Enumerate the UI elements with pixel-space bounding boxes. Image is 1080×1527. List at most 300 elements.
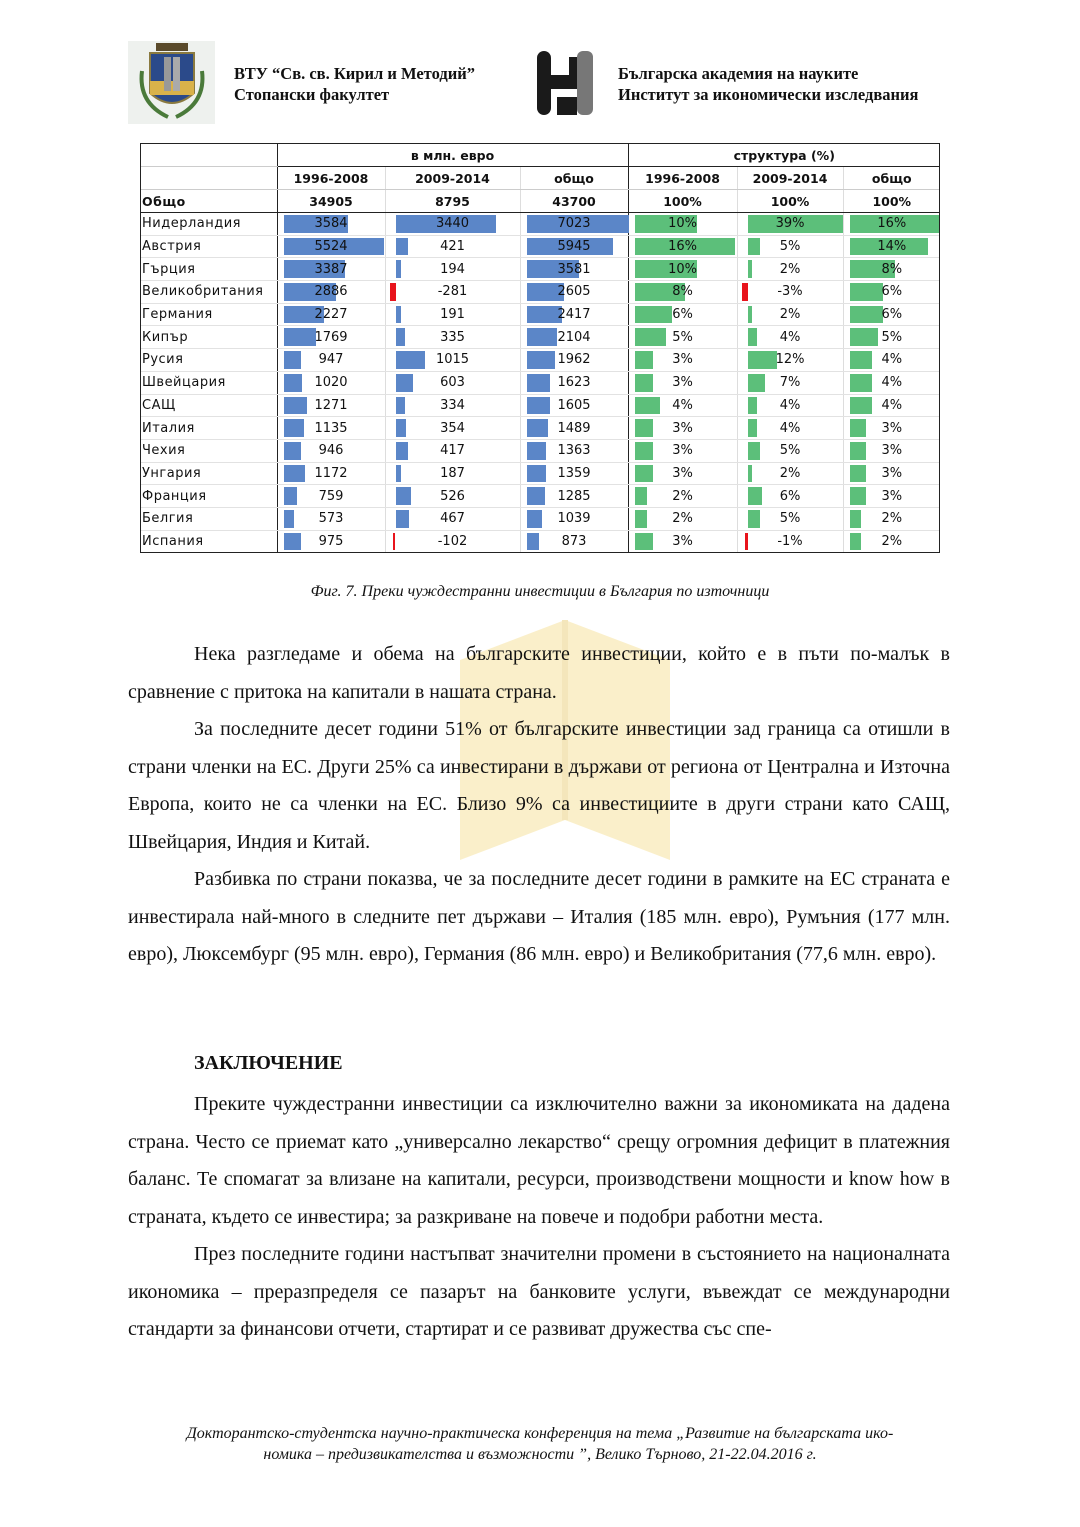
pct-value: 7% — [779, 375, 801, 391]
pct-value: 3% — [672, 375, 693, 391]
pct-cell — [737, 439, 843, 462]
pct-value: 10% — [668, 261, 697, 277]
data-bar — [284, 465, 305, 483]
table-row — [140, 394, 940, 417]
group-header-values: в млн. евро — [277, 144, 628, 167]
pct-cell — [737, 485, 843, 508]
value-cell — [385, 258, 520, 281]
value: 5524 — [314, 239, 348, 255]
data-bar — [527, 487, 546, 505]
country-label: Италия — [140, 417, 277, 440]
value: 2227 — [314, 307, 348, 323]
data-bar — [748, 487, 763, 505]
faculty-line: Стопански факултет — [234, 85, 390, 104]
country-label: Унгария — [140, 462, 277, 485]
pct-cell — [843, 235, 940, 258]
data-bar — [635, 328, 666, 346]
pct-value: 12% — [775, 352, 805, 368]
value-cell — [277, 394, 385, 417]
data-bar — [748, 419, 758, 437]
table-row — [140, 235, 940, 258]
value: 1285 — [557, 488, 591, 504]
data-bar — [850, 351, 873, 369]
value: 1769 — [314, 329, 348, 345]
university-line: ВТУ “Св. св. Кирил и Методий” — [234, 64, 475, 83]
pct-cell — [843, 303, 940, 326]
data-bar — [635, 306, 673, 324]
data-bar — [527, 442, 547, 460]
data-bar — [748, 442, 760, 460]
pct-value: 39% — [775, 216, 805, 232]
total-cell: 100% — [628, 190, 737, 213]
data-bar — [850, 283, 884, 301]
pct-value: 8% — [672, 284, 693, 300]
country-label: Швейцария — [140, 371, 277, 394]
table-row — [140, 281, 940, 304]
value: 1605 — [557, 397, 591, 413]
conclusion-heading: ЗАКЛЮЧЕНИЕ — [194, 1052, 343, 1074]
pct-value: 3% — [881, 443, 903, 459]
pct-value: 3% — [881, 420, 903, 436]
data-bar — [284, 487, 298, 505]
pct-cell — [843, 281, 940, 304]
pct-value: 2% — [672, 511, 693, 527]
value: 187 — [440, 465, 465, 481]
country-label: Нидерландия — [140, 213, 277, 236]
pct-value: -1% — [777, 533, 803, 549]
pct-cell — [737, 394, 843, 417]
pct-value: 5% — [881, 329, 903, 345]
value-cell — [520, 417, 628, 440]
value-cell — [277, 349, 385, 372]
value-cell — [520, 371, 628, 394]
total-label: Общо — [140, 190, 277, 213]
pct-cell — [737, 258, 843, 281]
value-cell — [520, 485, 628, 508]
value-cell — [277, 371, 385, 394]
institute-line: Институт за икономически изследвания — [618, 85, 919, 104]
value-cell — [385, 394, 520, 417]
data-bar — [527, 465, 547, 483]
pct-cell — [628, 258, 737, 281]
pct-cell — [628, 326, 737, 349]
group-header-structure: структура (%) — [628, 144, 940, 167]
value-cell — [385, 530, 520, 553]
negative-data-bar — [745, 533, 747, 551]
total-cell: 100% — [737, 190, 843, 213]
data-bar — [527, 397, 550, 415]
value: 3387 — [314, 261, 348, 277]
data-bar — [850, 397, 873, 415]
column-header: 1996-2008 — [628, 167, 737, 190]
data-bar — [284, 442, 301, 460]
data-bar — [396, 374, 414, 392]
value: 194 — [440, 261, 465, 277]
table-row — [140, 462, 940, 485]
pct-cell — [843, 326, 940, 349]
value-cell — [385, 326, 520, 349]
pct-value: -3% — [777, 284, 803, 300]
pct-cell — [737, 281, 843, 304]
value: 1020 — [314, 375, 348, 391]
data-bar — [527, 374, 551, 392]
data-bar — [396, 487, 411, 505]
country-label: Великобритания — [140, 281, 277, 304]
data-bar — [635, 374, 654, 392]
value-cell — [277, 417, 385, 440]
pct-cell — [737, 462, 843, 485]
value: 1135 — [314, 420, 348, 436]
value: 7023 — [557, 216, 591, 232]
value: 1359 — [557, 465, 591, 481]
column-header: 2009-2014 — [737, 167, 843, 190]
pct-value: 2% — [881, 533, 903, 549]
value: 1039 — [557, 511, 591, 527]
pct-value: 3% — [672, 533, 693, 549]
pct-value: 4% — [881, 375, 903, 391]
negative-data-bar — [393, 533, 396, 551]
value-cell — [277, 507, 385, 530]
value-cell — [277, 485, 385, 508]
pct-cell — [628, 507, 737, 530]
value-cell — [520, 394, 628, 417]
paragraph: Нека разгледаме и обема на българските инвестиции, който е в пъти по-малък в сравнение с притока на капитали в нашата страна. — [128, 643, 950, 703]
data-bar — [527, 351, 555, 369]
pct-cell — [628, 485, 737, 508]
table-row — [140, 530, 940, 553]
data-bar — [850, 374, 873, 392]
value-cell — [385, 281, 520, 304]
value: -281 — [437, 284, 468, 300]
value: -102 — [437, 533, 468, 549]
data-bar — [284, 351, 301, 369]
data-bar — [396, 238, 408, 256]
value: 946 — [318, 443, 344, 459]
data-bar — [635, 533, 654, 551]
pct-value: 3% — [672, 465, 693, 481]
pct-value: 16% — [668, 239, 697, 255]
value: 1489 — [557, 420, 591, 436]
data-bar — [748, 510, 760, 528]
data-bar — [850, 533, 861, 551]
country-label: Чехия — [140, 439, 277, 462]
table-row — [140, 507, 940, 530]
pct-cell — [737, 417, 843, 440]
value: 2886 — [314, 284, 348, 300]
value: 873 — [561, 533, 587, 549]
data-bar — [850, 419, 867, 437]
value-cell — [277, 326, 385, 349]
data-bar — [748, 351, 777, 369]
pct-cell — [737, 349, 843, 372]
value-cell — [520, 213, 628, 236]
value-cell — [277, 462, 385, 485]
value-cell — [385, 213, 520, 236]
pct-cell — [843, 213, 940, 236]
value-cell — [520, 462, 628, 485]
fdi-table — [140, 143, 940, 553]
data-bar — [635, 419, 654, 437]
paragraph: За последните десет години 51% от българските инвестиции зад граница са отишли в страни членки на ЕС. Други 25% са инвестирани в държави от региона от Централна и Източна Европа, които не са членки на ЕС. Близо 9% са инвестициите в други страни като САЩ, Швейцария, Индия и Китай. — [128, 718, 950, 853]
pct-cell — [737, 326, 843, 349]
data-bar — [635, 510, 648, 528]
table-row — [140, 417, 940, 440]
data-bar — [635, 487, 648, 505]
value-cell — [520, 349, 628, 372]
data-bar — [396, 306, 402, 324]
data-bar — [527, 328, 558, 346]
pct-cell — [843, 507, 940, 530]
pct-value: 4% — [779, 397, 801, 413]
pct-value: 5% — [779, 443, 801, 459]
pct-cell — [843, 371, 940, 394]
value-cell — [277, 258, 385, 281]
value-cell — [277, 281, 385, 304]
data-bar — [748, 465, 753, 483]
negative-data-bar — [742, 283, 748, 301]
institute-logo — [537, 49, 595, 117]
table-row — [140, 485, 940, 508]
pct-value: 4% — [881, 397, 903, 413]
pct-value: 2% — [881, 511, 903, 527]
pct-value: 2% — [779, 465, 801, 481]
university-crest-logo — [128, 41, 215, 124]
country-label: Австрия — [140, 235, 277, 258]
pct-value: 3% — [672, 443, 693, 459]
paragraph: Разбивка по страни показва, че за последните десет години в рамките на ЕС страната е инвестирала най-много в следните пет държави – Италия (185 млн. евро), Румъния (177 млн. евро), Люксембург (95 млн. евро), Германия (86 млн. евро) и Великобритания (77,6 млн. евро). — [128, 868, 950, 965]
pct-cell — [737, 303, 843, 326]
value-cell — [277, 235, 385, 258]
pct-cell — [843, 462, 940, 485]
country-label: Испания — [140, 530, 277, 553]
data-bar — [850, 306, 884, 324]
value: 603 — [440, 375, 465, 391]
country-label: Кипър — [140, 326, 277, 349]
table-row — [140, 326, 940, 349]
pct-value: 2% — [779, 261, 801, 277]
value-cell — [385, 485, 520, 508]
data-bar — [396, 419, 406, 437]
data-bar — [284, 419, 305, 437]
value: 526 — [440, 488, 465, 504]
value-cell — [520, 530, 628, 553]
pct-value: 6% — [881, 307, 903, 323]
value: 1172 — [314, 465, 348, 481]
data-bar — [748, 374, 765, 392]
pct-value: 6% — [672, 307, 693, 323]
column-header: общо — [843, 167, 940, 190]
pct-value: 3% — [881, 488, 903, 504]
pct-value: 6% — [881, 284, 903, 300]
data-bar — [748, 328, 758, 346]
pct-value: 2% — [672, 488, 693, 504]
data-bar — [396, 351, 426, 369]
value: 5945 — [557, 239, 591, 255]
total-cell: 100% — [843, 190, 940, 213]
data-bar — [284, 328, 316, 346]
pct-value: 8% — [881, 261, 903, 277]
pct-value: 4% — [672, 397, 693, 413]
data-bar — [396, 260, 402, 278]
country-label: Франция — [140, 485, 277, 508]
value: 354 — [440, 420, 465, 436]
table-row — [140, 349, 940, 372]
total-row — [140, 190, 940, 213]
pct-cell — [737, 235, 843, 258]
pct-cell — [843, 530, 940, 553]
value: 3584 — [314, 216, 348, 232]
pct-cell — [628, 530, 737, 553]
value-cell — [520, 507, 628, 530]
pct-value: 3% — [881, 465, 903, 481]
data-bar — [748, 260, 753, 278]
pct-cell — [843, 439, 940, 462]
value-cell — [385, 371, 520, 394]
value: 1015 — [435, 352, 470, 368]
pct-cell — [628, 281, 737, 304]
pct-cell — [843, 394, 940, 417]
value-cell — [520, 258, 628, 281]
pct-cell — [628, 462, 737, 485]
data-bar — [396, 465, 401, 483]
country-label: САЩ — [140, 394, 277, 417]
pct-value: 6% — [779, 488, 801, 504]
value-cell — [520, 326, 628, 349]
value-cell — [277, 530, 385, 553]
value: 759 — [318, 488, 344, 504]
value-cell — [385, 303, 520, 326]
data-bar — [284, 510, 294, 528]
footer-line: номика – предизвикателства и възможности ”, Велико Търново, 21-22.04.2016 г. — [263, 1446, 817, 1463]
table-row — [140, 439, 940, 462]
value: 421 — [440, 239, 465, 255]
column-header: 1996-2008 — [277, 167, 385, 190]
value-cell — [277, 439, 385, 462]
value-cell — [520, 235, 628, 258]
pct-value: 3% — [672, 352, 693, 368]
data-bar — [635, 351, 654, 369]
pct-value: 14% — [877, 239, 907, 255]
total-cell: 43700 — [520, 190, 628, 213]
figure-caption: Фиг. 7. Преки чуждестранни инвестиции в България по източници — [310, 583, 770, 600]
value: 334 — [440, 397, 465, 413]
university-name — [234, 63, 475, 105]
data-bar — [850, 465, 867, 483]
pct-value: 3% — [672, 420, 693, 436]
pct-cell — [737, 371, 843, 394]
column-header: 2009-2014 — [385, 167, 520, 190]
value: 335 — [440, 329, 465, 345]
pct-value: 2% — [779, 307, 801, 323]
country-label: Германия — [140, 303, 277, 326]
value-cell — [277, 303, 385, 326]
pct-value: 16% — [877, 216, 907, 232]
pct-value: 4% — [779, 329, 801, 345]
value: 1271 — [314, 397, 348, 413]
body-text — [128, 636, 950, 974]
data-bar — [396, 397, 406, 415]
value: 947 — [318, 352, 344, 368]
country-label: Белгия — [140, 507, 277, 530]
country-label: Русия — [140, 349, 277, 372]
academy-line: Българска академия на науките — [618, 64, 859, 83]
value-cell — [385, 235, 520, 258]
total-cell: 8795 — [385, 190, 520, 213]
pct-cell — [628, 303, 737, 326]
value: 1623 — [557, 375, 591, 391]
pct-value: 4% — [881, 352, 903, 368]
pct-value: 10% — [668, 216, 697, 232]
pct-cell — [737, 507, 843, 530]
value: 573 — [318, 511, 344, 527]
pct-cell — [628, 371, 737, 394]
value: 3581 — [557, 261, 591, 277]
value: 1363 — [557, 443, 591, 459]
pct-value: 5% — [779, 511, 801, 527]
value-cell — [520, 303, 628, 326]
data-bar — [850, 487, 867, 505]
pct-cell — [628, 394, 737, 417]
data-bar — [284, 397, 307, 415]
footer-line: Докторантско-студентска научно-практическа конференция на тема „Развитие на българската ико- — [186, 1425, 894, 1442]
data-bar — [850, 510, 861, 528]
pct-cell — [737, 213, 843, 236]
value-cell — [385, 439, 520, 462]
table-row — [140, 303, 940, 326]
data-bar — [850, 442, 867, 460]
pct-value: 5% — [672, 329, 693, 345]
data-bar — [748, 397, 758, 415]
value-cell — [385, 417, 520, 440]
data-bar — [284, 374, 302, 392]
pct-cell — [843, 349, 940, 372]
negative-data-bar — [390, 283, 396, 301]
pct-cell — [628, 235, 737, 258]
pct-cell — [843, 485, 940, 508]
table-row — [140, 371, 940, 394]
value-cell — [385, 507, 520, 530]
value-cell — [520, 439, 628, 462]
pct-value: 5% — [779, 239, 801, 255]
data-bar — [527, 510, 542, 528]
pct-cell — [628, 417, 737, 440]
pct-value: 4% — [779, 420, 801, 436]
data-bar — [635, 397, 660, 415]
data-bar — [850, 328, 878, 346]
data-bar — [527, 419, 549, 437]
column-header: общо — [520, 167, 628, 190]
value-cell — [385, 349, 520, 372]
pct-cell — [628, 439, 737, 462]
value: 3440 — [435, 216, 470, 232]
data-bar — [396, 328, 406, 346]
value-cell — [385, 462, 520, 485]
data-bar — [748, 238, 760, 256]
pct-cell — [628, 349, 737, 372]
value: 2104 — [557, 329, 591, 345]
data-bar — [748, 306, 753, 324]
value: 191 — [440, 307, 465, 323]
data-bar — [635, 442, 654, 460]
table-row — [140, 213, 940, 236]
value: 2605 — [557, 284, 591, 300]
pct-cell — [843, 417, 940, 440]
pct-cell — [737, 530, 843, 553]
paragraph: През последните години настъпват значителни промени в състоянието на националната икономика – преразпределя се пазарът на банковите услуги, въвеждат се международни стандарти за финансови отчети, стартират и се развиват дружества със спе- — [128, 1243, 950, 1340]
value: 2417 — [557, 307, 591, 323]
pct-cell — [843, 258, 940, 281]
value: 467 — [440, 511, 465, 527]
